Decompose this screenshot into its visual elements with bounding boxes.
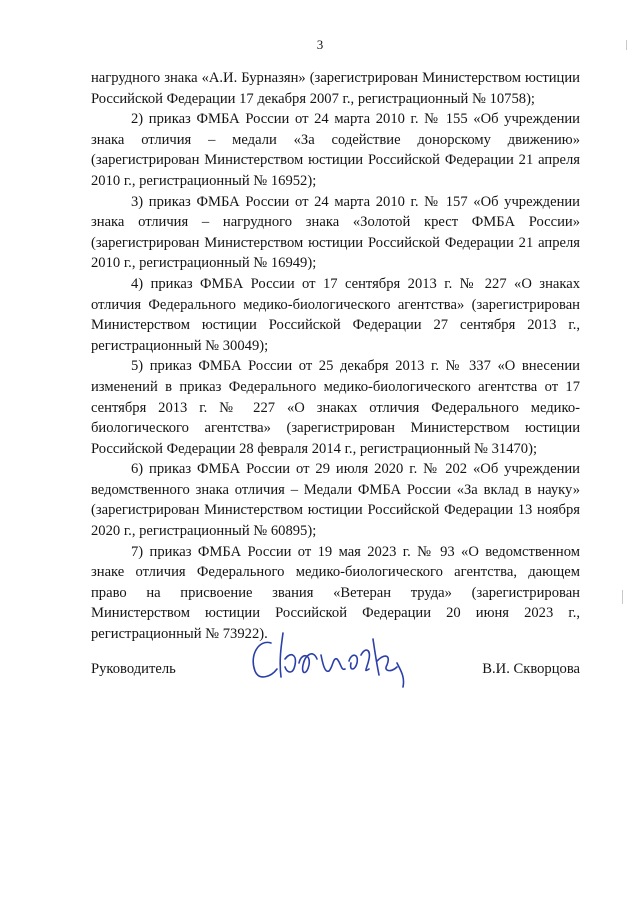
paragraph-item-4: 4) приказ ФМБА России от 17 сентября 2013 г. № 227 «О знаках отличия Федерального медико-биологического агентства» (зарегистрирован Министерством юстиции Российской Федерации 27 сентября 2013 г., регистрационный № 30049);	[91, 275, 580, 354]
paragraph-continuation: нагрудного знака «А.И. Бурназян» (зарегистрирован Министерством юстиции Российской Федерации 17 декабря 2007 г., регистрационный № 10758);	[91, 70, 580, 107]
page-number: 3	[316, 37, 324, 52]
scan-edge-mark	[622, 590, 623, 604]
paragraph-item-5: 5) приказ ФМБА России от 25 декабря 2013 г. № 337 «О внесении изменений в приказ Федерального медико-биологического агентства от 17 сентября 2013 г. № 227 «О знаках отличия Федерального медико-биологического агентства» (зарегистрирован Министерством юстиции Российской Федерации 28 февраля 2014 г., регистрационный № 31470);	[91, 358, 580, 457]
paragraph-item-7: 7) приказ ФМБА России от 19 мая 2023 г. № 93 «О ведомственном знаке отличия Федерального медико-биологического агентства, дающем право на присвоение звания «Ветеран труда» (зарегистрирован Министерством юстиции Российской Федерации 20 июня 2023 г., регистрационный № 73922).	[91, 543, 580, 643]
signatory-title: Руководитель	[91, 661, 176, 677]
signature-block	[91, 655, 580, 685]
paragraph-item-2: 2) приказ ФМБА России от 24 марта 2010 г. № 155 «Об учреждении знака отличия – медали «За содействие донорскому движению» (зарегистрирован Министерством юстиции Российской Федерации 21 апреля 2010 г., регистрационный № 16952);	[91, 111, 580, 189]
scan-edge-mark	[626, 40, 627, 50]
signatory-name: В.И. Скворцова	[482, 661, 580, 677]
document-body	[91, 68, 580, 645]
paragraph-item-3: 3) приказ ФМБА России от 24 марта 2010 г. № 157 «Об учреждении знака отличия – нагрудного знака «Золотой крест ФМБА России» (зарегистрирован Министерством юстиции Российской Федерации 21 апреля 2010 г., регистрационный № 16949);	[91, 193, 580, 272]
paragraph-item-6: 6) приказ ФМБА России от 29 июля 2020 г. № 202 «Об учреждении ведомственного знака отличия – Медали ФМБА России «За вклад в науку» (зарегистрирован Министерством юстиции Российской Федерации 13 ноября 2020 г., регистрационный № 60895);	[91, 461, 580, 540]
handwritten-signature	[241, 625, 431, 695]
